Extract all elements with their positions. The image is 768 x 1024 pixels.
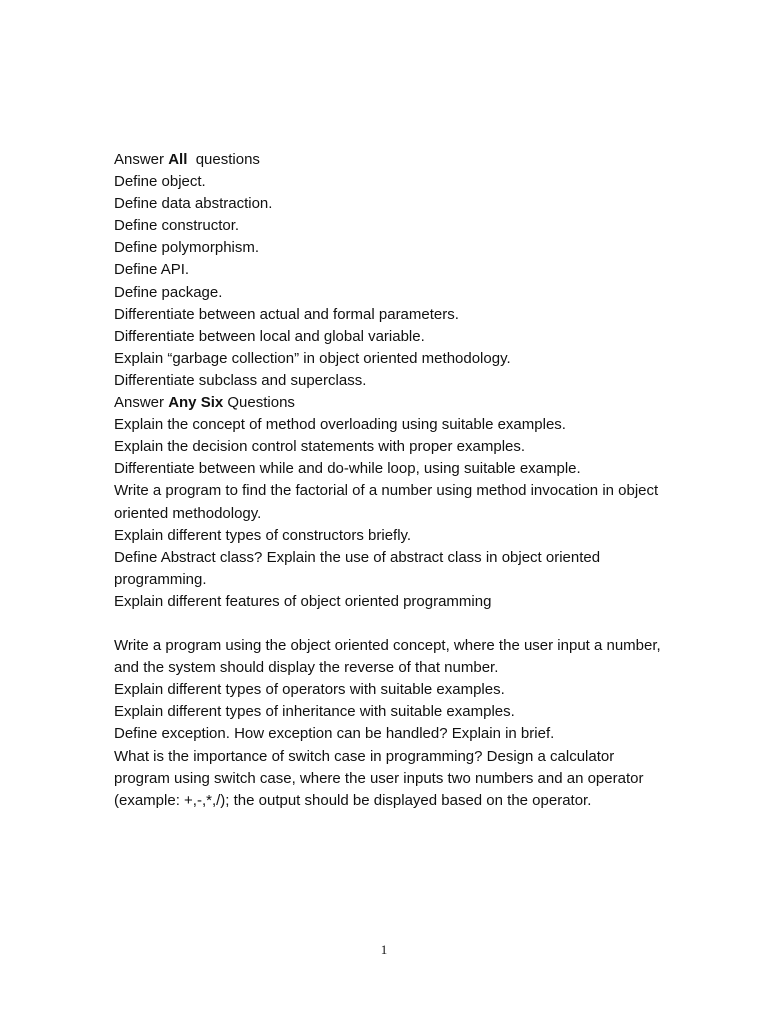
question-item: Differentiate between while and do-while loop, using suitable example. — [114, 460, 581, 478]
heading-text: Answer — [114, 394, 169, 412]
question-item: Write a program to find the factorial of a number using method invocation in object oriented methodology. — [114, 482, 659, 522]
heading-emphasis: All — [168, 151, 188, 168]
question-item: Explain different types of operators with suitable examples. — [114, 681, 505, 699]
question-item: Define package. — [114, 283, 223, 301]
section-heading-all — [114, 149, 674, 171]
question-item: Explain the concept of method overloading using suitable examples. — [114, 416, 566, 434]
question-item: Define polymorphism. — [114, 239, 260, 257]
question-item: Define constructor. — [114, 217, 240, 235]
paragraph-gap — [114, 613, 674, 635]
question-item: What is the importance of switch case in programming? Design a calculator program using switch case, where the user inputs two numbers and an operator (example: +,-,*,/); the output should be displayed based on the operator. — [114, 747, 644, 809]
question-item: Differentiate subclass and superclass. — [114, 371, 367, 389]
question-item: Define exception. How exception can be handled? Explain in brief. — [114, 725, 555, 743]
page-number: 1 — [380, 942, 388, 957]
question-item: Write a program using the object oriented concept, where the user input a number, and the system should display the reverse of that number. — [114, 637, 661, 677]
question-item: Differentiate between local and global variable. — [114, 327, 425, 345]
question-item: Define data abstraction. — [114, 195, 273, 213]
question-item: Define API. — [114, 261, 190, 279]
section-heading-any-six — [114, 392, 674, 414]
heading-text: Answer — [114, 151, 169, 168]
question-item: Explain different features of object oriented programming — [114, 592, 492, 610]
question-item: Explain different types of inheritance with suitable examples. — [114, 703, 515, 721]
heading-emphasis: Any Six — [168, 394, 224, 412]
heading-text: questions — [187, 151, 260, 168]
question-item: Differentiate between actual and formal parameters. — [114, 305, 459, 323]
question-item: Define Abstract class? Explain the use of abstract class in object oriented programming. — [114, 548, 601, 588]
question-item: Explain the decision control statements with proper examples. — [114, 438, 526, 456]
question-item: Explain different types of constructors briefly. — [114, 526, 412, 544]
question-item: Explain “garbage collection” in object oriented methodology. — [114, 349, 511, 367]
question-item: Define object. — [114, 173, 206, 191]
heading-text: Questions — [223, 394, 295, 412]
question-paper-body — [114, 149, 674, 812]
